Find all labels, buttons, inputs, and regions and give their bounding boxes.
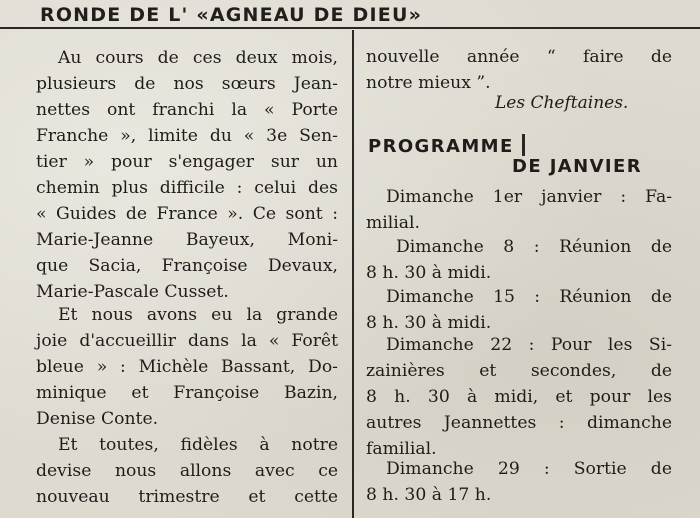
text-line: nettes ont franchi la « Porte xyxy=(36,100,338,120)
text-line: plusieurs de nos sœurs Jean- xyxy=(36,74,338,94)
text-line: Marie-Jeanne Bayeux, Moni- xyxy=(36,230,338,250)
text-line: « Guides de France ». Ce sont : xyxy=(36,204,338,224)
text-line: milial. xyxy=(366,213,420,233)
text-line: Dimanche 22 : Pour les Si- xyxy=(386,335,672,355)
programme-entry-4 xyxy=(366,332,672,462)
programme-entry-1 xyxy=(366,184,672,236)
text-line: 8 h. 30 à midi. xyxy=(366,313,492,333)
programme-subtitle: DE JANVIER xyxy=(512,156,642,177)
text-line: minique et Françoise Bazin, xyxy=(36,383,338,403)
text-line: Dimanche 15 : Réunion de xyxy=(386,287,672,307)
left-paragraph-2 xyxy=(36,302,338,432)
text-line: Et toutes, fidèles à notre xyxy=(58,435,338,455)
text-line: Dimanche 1er janvier : Fa- xyxy=(386,187,672,207)
continuation-text xyxy=(366,44,672,96)
text-line: Marie-Pascale Cusset. xyxy=(36,282,229,302)
column-divider xyxy=(352,30,354,518)
top-rule xyxy=(0,27,700,29)
text-line: Et nous avons eu la grande xyxy=(58,305,338,325)
signature: Les Cheftaines. xyxy=(495,93,629,113)
text-line: nouveau trimestre et cette xyxy=(36,487,338,507)
text-line: nouvelle année “ faire de xyxy=(366,47,672,67)
left-paragraph-3 xyxy=(36,432,338,510)
text-line: notre mieux ”. xyxy=(366,73,491,93)
text-line: 8 h. 30 à 17 h. xyxy=(366,485,492,505)
text-line: joie d'accueillir dans la « Forêt xyxy=(36,331,338,351)
text-line: zainières et secondes, de xyxy=(366,361,672,381)
text-line: chemin plus difficile : celui des xyxy=(36,178,338,198)
text-line: Franche », limite du « 3e Sen- xyxy=(36,126,338,146)
text-line: 8 h. 30 à midi, et pour les xyxy=(366,387,672,407)
text-line: Denise Conte. xyxy=(36,409,159,429)
text-line: tier » pour s'engager sur un xyxy=(36,152,338,172)
text-line: 8 h. 30 à midi. xyxy=(366,263,492,283)
text-line: autres Jeannettes : dimanche xyxy=(366,413,672,433)
text-line: familial. xyxy=(366,439,437,459)
text-line: Dimanche 8 : Réunion de xyxy=(396,237,672,257)
programme-title: PROGRAMME xyxy=(368,136,514,157)
text-line: devise nous allons avec ce xyxy=(36,461,338,481)
programme-entry-3 xyxy=(366,284,672,336)
text-line: bleue » : Michèle Bassant, Do- xyxy=(36,357,338,377)
text-line: que Sacia, Françoise Devaux, xyxy=(36,256,338,276)
text-line: Au cours de ces deux mois, xyxy=(58,48,338,68)
title-accent-rule xyxy=(522,134,525,156)
programme-entry-2 xyxy=(366,234,672,286)
programme-entry-5 xyxy=(366,456,672,508)
left-paragraph-1 xyxy=(36,45,338,305)
section-heading: RONDE DE L' «AGNEAU DE DIEU» xyxy=(40,4,423,26)
text-line: Dimanche 29 : Sortie de xyxy=(386,459,672,479)
